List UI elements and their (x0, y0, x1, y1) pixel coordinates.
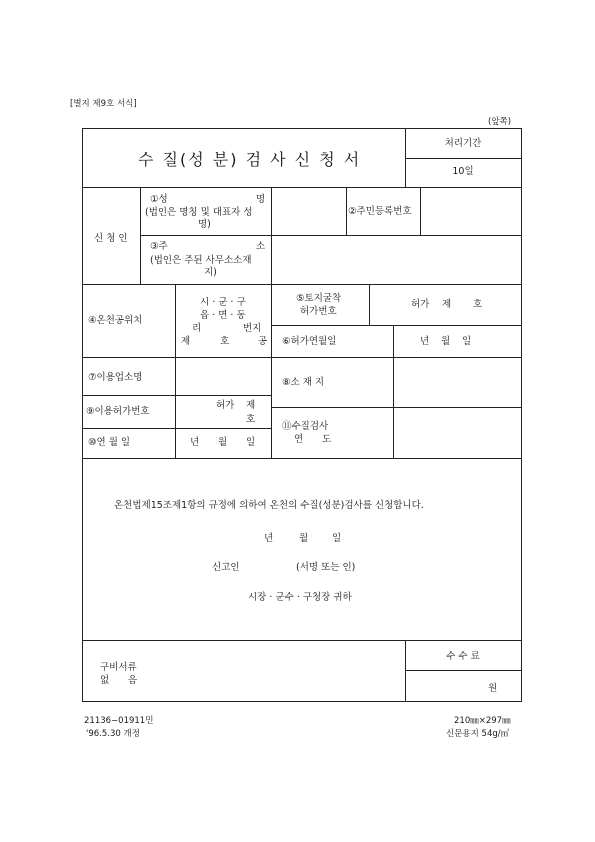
address-label-note: (법인은 주된 사무소소재 (150, 255, 252, 266)
declaration-month: 월 (299, 533, 309, 544)
permit-date-month: 월 (441, 336, 451, 347)
resident-number-field[interactable] (421, 188, 520, 234)
location-field[interactable] (394, 358, 520, 406)
inspection-year-field[interactable] (394, 408, 520, 457)
name-label: ①성 (150, 194, 168, 205)
applicant-section-label: 신 청 인 (94, 233, 128, 244)
name-label-note-end: 명) (198, 219, 211, 230)
revision-date: '96.5.30 개정 (86, 729, 140, 739)
drill-permit-ho: 호 (473, 299, 483, 310)
applicant-signature-label: 신고인 (212, 562, 240, 573)
fee-label: 수 수 료 (446, 651, 480, 662)
drill-permit-label-2: 허가번호 (300, 306, 337, 317)
spa-address-ho: 호 (220, 336, 230, 347)
date-day: 일 (246, 437, 256, 448)
resident-number-label: ②주민등록번호 (348, 206, 412, 217)
spa-location-label: ④온천공위치 (88, 315, 143, 326)
date-label: ⑩연 월 일 (88, 437, 131, 448)
form-code: 21136−01911민 (84, 716, 154, 726)
spa-address-gong: 공 (258, 336, 268, 347)
paper-size: 210㎜×297㎜ (454, 716, 511, 726)
permit-date-year: 년 (420, 336, 430, 347)
permit-date-day: 일 (462, 336, 472, 347)
spa-address-je: 제 (181, 336, 191, 347)
use-permit-label: ⑨이용허가번호 (86, 406, 150, 417)
use-permit-je: 제 (246, 400, 256, 411)
spa-address-town: 읍 · 면 · 동 (200, 310, 246, 321)
required-documents-none-a: 없 (100, 675, 110, 686)
address-label-note-end: 지) (204, 267, 217, 278)
form-number: [별지 제9호 서식] (70, 99, 137, 109)
inspection-year-label-3: 도 (322, 434, 332, 445)
addressee: 시장 · 군수 · 구청장 귀하 (248, 592, 352, 603)
drill-permit-je: 제 (442, 299, 452, 310)
use-permit-ho: 호 (246, 414, 256, 425)
location-label: ⑧소 재 지 (282, 377, 325, 388)
signature-note: (서명 또는 인) (296, 562, 356, 573)
inspection-year-label-2: 연 (294, 434, 304, 445)
business-name-field[interactable] (176, 358, 270, 394)
form-title: 수 질(성 분) 검 사 신 청 서 (138, 150, 362, 169)
declaration-statement: 온천법제15조제1항의 규정에 의하여 온천의 수질(성분)검사를 신청합니다. (114, 500, 424, 511)
address-label: ③주 (150, 241, 168, 252)
name-field[interactable] (272, 188, 345, 234)
processing-period-label: 처리기간 (444, 138, 482, 149)
spa-address-bunji: 번지 (243, 323, 262, 334)
spa-address-ri: 리 (192, 323, 202, 334)
address-field[interactable] (272, 236, 520, 283)
side-label: (앞쪽) (488, 117, 512, 127)
use-permit-prefix: 허가 (216, 400, 235, 411)
declaration-year: 년 (264, 533, 274, 544)
fee-unit: 원 (488, 683, 498, 694)
drill-permit-label: ⑤토지굴착 (296, 293, 342, 304)
name-label-note: (법인은 명칭 및 대표자 성 (145, 207, 253, 218)
paper-type: 신문용지 54g/㎡ (446, 729, 510, 739)
spa-address-city: 시 · 군 · 구 (200, 297, 246, 308)
permit-date-label: ⑥허가연월일 (282, 336, 337, 347)
date-month: 월 (218, 437, 228, 448)
processing-period-value: 10일 (452, 166, 474, 177)
date-year: 년 (190, 437, 200, 448)
inspection-year-label: ⑪수질검사 (282, 421, 329, 432)
required-documents-label: 구비서류 (100, 662, 137, 673)
business-name-label: ⑦이용업소명 (88, 372, 143, 383)
drill-permit-prefix: 허가 (411, 299, 430, 310)
fee-amount-field[interactable] (406, 671, 486, 700)
name-label-right: 명 (256, 194, 266, 205)
applicant-signature-field[interactable] (244, 558, 290, 574)
address-label-right: 소 (256, 241, 266, 252)
required-documents-none-b: 음 (128, 675, 138, 686)
declaration-day: 일 (332, 533, 342, 544)
